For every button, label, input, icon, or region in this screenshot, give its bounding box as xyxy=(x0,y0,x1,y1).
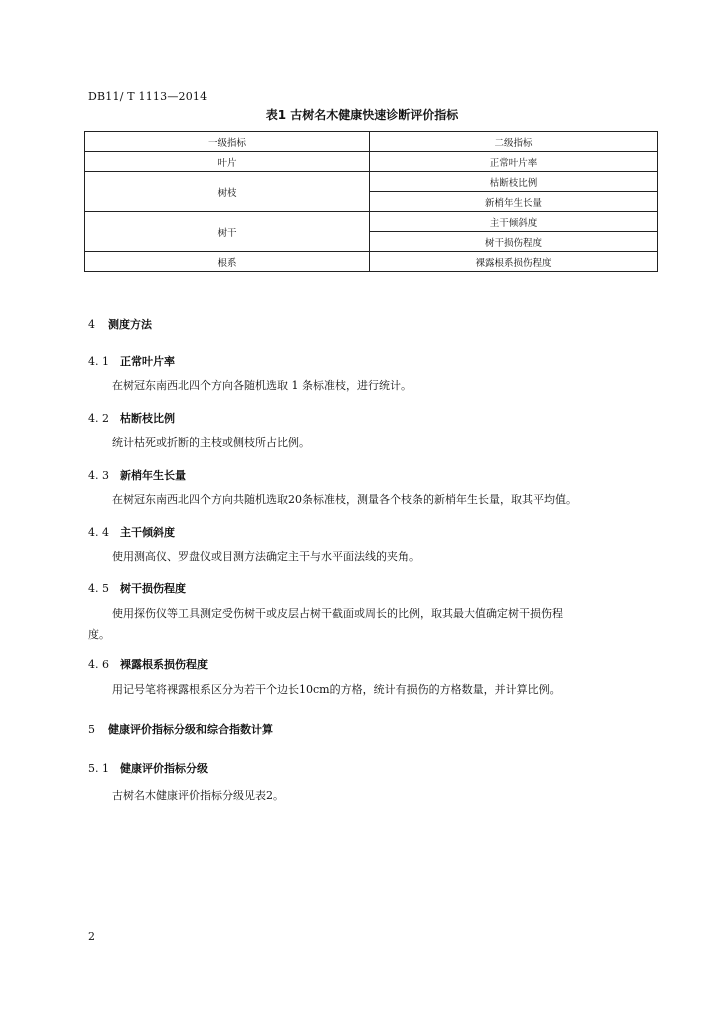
section-title: 主干倾斜度 xyxy=(120,526,175,539)
table-row xyxy=(85,212,658,232)
section-number: 4 xyxy=(88,318,95,331)
table-row xyxy=(85,172,658,192)
secondary-index-cell: 正常叶片率 xyxy=(370,152,658,172)
section-number: 4. 3 xyxy=(88,469,109,482)
secondary-index-cell: 新梢年生长量 xyxy=(370,192,658,212)
document-code: DB11/ T 1113—2014 xyxy=(88,90,208,103)
section-body-4-5-line1: 使用探伤仪等工具测定受伤树干或皮层占树干截面或周长的比例，取其最大值确定树干损伤程 xyxy=(112,607,563,620)
section-heading-4-5 xyxy=(88,580,186,596)
section-heading-4-1 xyxy=(88,353,175,369)
section-title: 树干损伤程度 xyxy=(120,582,186,595)
secondary-index-cell: 枯断枝比例 xyxy=(370,172,658,192)
evaluation-index-table xyxy=(84,131,658,272)
section-title: 正常叶片率 xyxy=(120,355,175,368)
section-body-4-6: 用记号笔将裸露根系区分为若干个边长10cm的方格，统计有损伤的方格数量，并计算比例。 xyxy=(112,683,561,696)
section-body-4-4: 使用测高仪、罗盘仪或目测方法确定主干与水平面法线的夹角。 xyxy=(112,550,420,563)
section-heading-4-3 xyxy=(88,467,186,483)
primary-index-cell: 叶片 xyxy=(85,152,370,172)
table-row xyxy=(85,252,658,272)
section-title: 裸露根系损伤程度 xyxy=(120,658,208,671)
section-number: 4. 4 xyxy=(88,526,109,539)
section-heading-4-4 xyxy=(88,524,175,540)
section-number: 4. 1 xyxy=(88,355,109,368)
section-heading-4-6 xyxy=(88,656,208,672)
section-title: 枯断枝比例 xyxy=(120,412,175,425)
section-heading-4-2 xyxy=(88,410,175,426)
column-header-secondary: 二级指标 xyxy=(370,132,658,152)
table-title: 表1 古树名木健康快速诊断评价指标 xyxy=(265,108,459,122)
column-header-primary: 一级指标 xyxy=(85,132,370,152)
primary-index-cell: 树枝 xyxy=(85,172,370,212)
table-header-row xyxy=(85,132,658,152)
section-body-4-3: 在树冠东南西北四个方向共随机选取20条标准枝，测量各个枝条的新梢年生长量，取其平均值。 xyxy=(112,493,577,506)
section-title: 新梢年生长量 xyxy=(120,469,186,482)
section-heading-4 xyxy=(88,316,152,332)
section-body-4-2: 统计枯死或折断的主枝或侧枝所占比例。 xyxy=(112,436,310,449)
section-heading-5 xyxy=(88,721,273,737)
section-number: 4. 6 xyxy=(88,658,109,671)
section-title: 健康评价指标分级和综合指数计算 xyxy=(108,723,273,736)
section-number: 4. 5 xyxy=(88,582,109,595)
section-body-4-5-line2: 度。 xyxy=(88,628,110,641)
section-body-5-1: 古树名木健康评价指标分级见表2。 xyxy=(112,789,284,802)
section-title: 测度方法 xyxy=(108,318,152,331)
section-title: 健康评价指标分级 xyxy=(120,762,208,775)
secondary-index-cell: 主干倾斜度 xyxy=(370,212,658,232)
table-row xyxy=(85,152,658,172)
primary-index-cell: 树干 xyxy=(85,212,370,252)
primary-index-cell: 根系 xyxy=(85,252,370,272)
section-number: 5 xyxy=(88,723,95,736)
section-body-4-1: 在树冠东南西北四个方向各随机选取 1 条标准枝，进行统计。 xyxy=(112,379,412,392)
section-heading-5-1 xyxy=(88,760,208,776)
secondary-index-cell: 裸露根系损伤程度 xyxy=(370,252,658,272)
secondary-index-cell: 树干损伤程度 xyxy=(370,232,658,252)
section-number: 4. 2 xyxy=(88,412,109,425)
section-number: 5. 1 xyxy=(88,762,109,775)
page-number: 2 xyxy=(88,930,95,943)
